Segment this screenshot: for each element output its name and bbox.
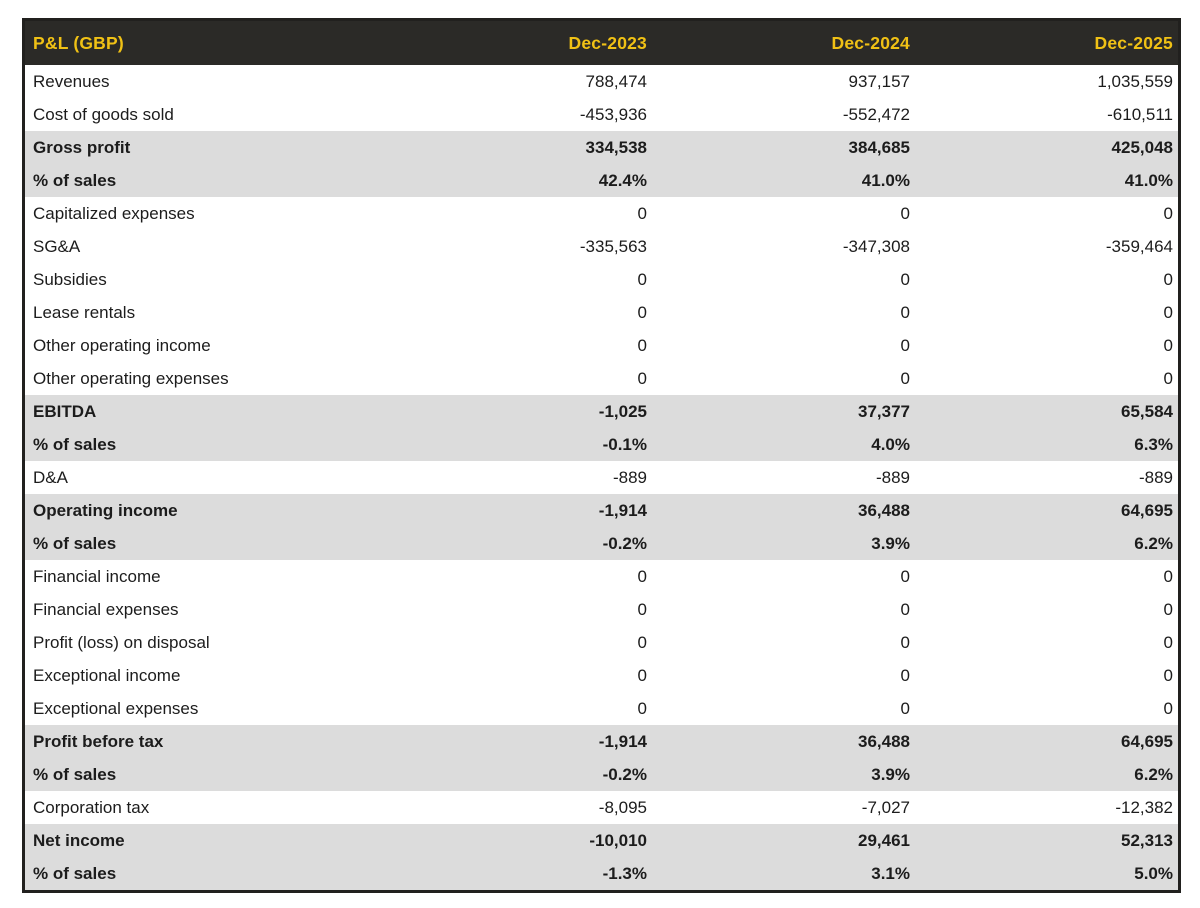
cell-value: 0 [900, 269, 910, 289]
cell-value: 0 [900, 665, 910, 685]
cell-value: 0 [900, 599, 910, 619]
table-row [25, 494, 1178, 527]
cell-value: 0 [900, 698, 910, 718]
cell-value: 0 [1163, 368, 1173, 388]
table-row [25, 230, 1178, 263]
cell-value: 0 [1163, 599, 1173, 619]
row-label: Exceptional income [33, 665, 181, 685]
cell-value: -889 [1138, 467, 1173, 487]
table-row [25, 131, 1178, 164]
row-label: % of sales [33, 434, 117, 454]
table-row [25, 725, 1178, 758]
row-label: % of sales [33, 764, 117, 784]
cell-value: 0 [637, 269, 647, 289]
cell-value: 384,685 [848, 137, 910, 157]
cell-value: -1.3% [602, 863, 647, 883]
cell-value: 0 [637, 698, 647, 718]
cell-value: 334,538 [585, 137, 647, 157]
table-row [25, 659, 1178, 692]
pnl-table [22, 18, 1181, 893]
cell-value: 65,584 [1121, 401, 1173, 421]
row-label: Corporation tax [33, 797, 150, 817]
cell-value: 0 [637, 368, 647, 388]
table-row [25, 560, 1178, 593]
cell-value: 0 [637, 302, 647, 322]
cell-value: -359,464 [1105, 236, 1173, 256]
cell-value: 788,474 [585, 71, 647, 91]
row-label: SG&A [33, 236, 81, 256]
cell-value: 0 [900, 632, 910, 652]
cell-value: 37,377 [858, 401, 910, 421]
cell-value: 36,488 [858, 500, 910, 520]
row-label: Net income [33, 830, 125, 850]
cell-value: -552,472 [842, 104, 910, 124]
cell-value: 0 [637, 335, 647, 355]
row-label: EBITDA [33, 401, 97, 421]
cell-value: 64,695 [1121, 500, 1173, 520]
row-label: Financial income [33, 566, 161, 586]
row-label: Capitalized expenses [33, 203, 195, 223]
cell-value: -7,027 [861, 797, 910, 817]
cell-value: 0 [900, 302, 910, 322]
cell-value: 41.0% [1124, 170, 1173, 190]
cell-value: 0 [1163, 698, 1173, 718]
table-row [25, 593, 1178, 626]
cell-value: 0 [637, 665, 647, 685]
table-row [25, 329, 1178, 362]
table-row [25, 263, 1178, 296]
row-label: Operating income [33, 500, 178, 520]
column-header: Dec-2025 [1094, 32, 1173, 53]
row-label: Cost of goods sold [33, 104, 174, 124]
cell-value: 0 [637, 599, 647, 619]
column-header: Dec-2023 [568, 32, 647, 53]
cell-value: 0 [1163, 632, 1173, 652]
row-label: Profit before tax [33, 731, 164, 751]
cell-value: 0 [637, 632, 647, 652]
row-label: Subsidies [33, 269, 107, 289]
row-label: D&A [33, 467, 68, 487]
column-header: Dec-2024 [831, 32, 910, 53]
cell-value: 0 [1163, 203, 1173, 223]
cell-value: 0 [1163, 335, 1173, 355]
cell-value: -0.2% [602, 764, 647, 784]
cell-value: 0 [637, 203, 647, 223]
cell-value: -1,914 [598, 500, 647, 520]
cell-value: 5.0% [1134, 863, 1173, 883]
table-title: P&L (GBP) [33, 32, 124, 53]
cell-value: -12,382 [1115, 797, 1173, 817]
cell-value: 425,048 [1111, 137, 1173, 157]
cell-value: 3.9% [871, 764, 910, 784]
cell-value: -10,010 [589, 830, 647, 850]
table-row [25, 824, 1178, 857]
row-label: % of sales [33, 533, 117, 553]
cell-value: -1,914 [598, 731, 647, 751]
table-row [25, 758, 1178, 791]
cell-value: 52,313 [1121, 830, 1173, 850]
cell-value: 0 [637, 566, 647, 586]
cell-value: -889 [875, 467, 910, 487]
cell-value: 42.4% [598, 170, 647, 190]
cell-value: 6.2% [1134, 764, 1173, 784]
cell-value: 0 [1163, 269, 1173, 289]
row-label: Other operating expenses [33, 368, 229, 388]
row-label: Profit (loss) on disposal [33, 632, 210, 652]
cell-value: 4.0% [871, 434, 910, 454]
table-header [25, 21, 1178, 65]
table-row [25, 857, 1178, 890]
cell-value: 3.9% [871, 533, 910, 553]
cell-value: -0.1% [602, 434, 647, 454]
cell-value: 3.1% [871, 863, 910, 883]
row-label: Gross profit [33, 137, 131, 157]
table-row [25, 197, 1178, 230]
cell-value: -889 [612, 467, 647, 487]
cell-value: 937,157 [848, 71, 910, 91]
cell-value: 29,461 [858, 830, 910, 850]
cell-value: 0 [1163, 302, 1173, 322]
cell-value: -610,511 [1107, 104, 1173, 124]
cell-value: -8,095 [598, 797, 647, 817]
cell-value: 41.0% [861, 170, 910, 190]
table-row [25, 692, 1178, 725]
table-row [25, 362, 1178, 395]
cell-value: 0 [900, 335, 910, 355]
cell-value: 0 [1163, 665, 1173, 685]
table-row [25, 461, 1178, 494]
cell-value: 64,695 [1121, 731, 1173, 751]
cell-value: 0 [900, 368, 910, 388]
cell-value: 6.2% [1134, 533, 1173, 553]
table-row [25, 65, 1178, 98]
cell-value: 6.3% [1134, 434, 1173, 454]
row-label: Financial expenses [33, 599, 179, 619]
table-row [25, 296, 1178, 329]
cell-value: 0 [1163, 566, 1173, 586]
table-row [25, 527, 1178, 560]
cell-value: -347,308 [842, 236, 910, 256]
cell-value: -1,025 [598, 401, 647, 421]
table-row [25, 98, 1178, 131]
cell-value: 0 [900, 203, 910, 223]
table-row [25, 791, 1178, 824]
table-row [25, 395, 1178, 428]
table-row [25, 428, 1178, 461]
row-label: % of sales [33, 170, 117, 190]
cell-value: 0 [900, 566, 910, 586]
row-label: Lease rentals [33, 302, 136, 322]
cell-value: 36,488 [858, 731, 910, 751]
cell-value: -453,936 [579, 104, 647, 124]
table-row [25, 164, 1178, 197]
row-label: Other operating income [33, 335, 211, 355]
cell-value: -335,563 [579, 236, 647, 256]
table-body [25, 65, 1178, 890]
row-label: % of sales [33, 863, 117, 883]
cell-value: 1,035,559 [1097, 71, 1173, 91]
table-row [25, 626, 1178, 659]
row-label: Revenues [33, 71, 110, 91]
cell-value: -0.2% [602, 533, 647, 553]
row-label: Exceptional expenses [33, 698, 199, 718]
